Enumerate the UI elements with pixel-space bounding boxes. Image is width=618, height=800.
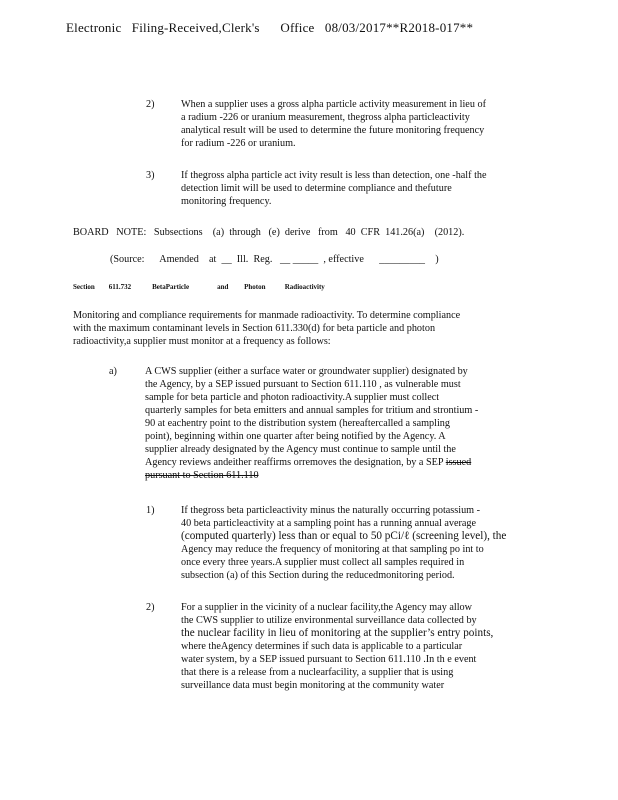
item-a-text bbox=[145, 365, 540, 482]
item-a1-number: 1) bbox=[146, 505, 155, 516]
item-2-line: When a supplier uses a gross alpha particle activity measurement in lieu of bbox=[181, 99, 486, 110]
item-a-line: the Agency, by a SEP issued pursuant to Section 611.110 , as vulnerable must bbox=[145, 379, 461, 390]
item-a-number: a) bbox=[109, 366, 117, 377]
source-note: (Source: Amended at __ Ill. Reg. __ _____ , effective _________ ) bbox=[110, 254, 439, 265]
item-3-text bbox=[181, 169, 543, 208]
item-a-line: A CWS supplier (either a surface water or groundwater supplier) designated by bbox=[145, 366, 468, 377]
item-a-line: sample for beta particle and photon radioactivity.A supplier must collect bbox=[145, 392, 440, 403]
item-a2-number: 2) bbox=[146, 602, 155, 613]
board-note: BOARD NOTE: Subsections (a) through (e) derive from 40 CFR 141.26(a) (2012). bbox=[73, 227, 465, 238]
intro-line: radioactivity,a supplier must monitor at a frequency as follows: bbox=[73, 336, 331, 347]
item-3-line: detection limit will be used to determine compliance and thefuture bbox=[181, 183, 452, 194]
intro-line: with the maximum contaminant levels in Section 611.330(d) for beta particle and photon bbox=[73, 323, 436, 334]
struck-text: pursuant to Section 611.110 bbox=[145, 470, 259, 481]
item-2-number: 2) bbox=[146, 99, 155, 110]
intro-paragraph bbox=[73, 309, 533, 348]
item-a-line-text: Agency reviews andeither reaffirms orremoves the designation, by a SEP bbox=[145, 457, 446, 468]
item-2-line: analytical result will be used to determine the future monitoring frequency bbox=[181, 125, 485, 136]
item-a2-line: the CWS supplier to utilize environmental surveillance data collected by bbox=[181, 615, 477, 626]
item-a1-text bbox=[181, 504, 543, 582]
item-a-line bbox=[145, 456, 540, 469]
item-a2-line: For a supplier in the vicinity of a nuclear facility,the Agency may allow bbox=[181, 602, 473, 613]
item-a1-line: Agency may reduce the frequency of monitoring at that sampling po int to bbox=[181, 544, 484, 555]
item-a2-text bbox=[181, 601, 543, 692]
item-a2-line: the nuclear facility in lieu of monitoring at the supplier’s entry points, bbox=[181, 627, 494, 639]
item-a2-line: that there is a release from a nuclearfacility, a supplier that is using bbox=[181, 667, 454, 678]
item-a2-line: water system, by a SEP issued pursuant to Section 611.110 .In th e event bbox=[181, 654, 477, 665]
item-a-line: point), beginning within one quarter after being notified by the Agency. A bbox=[145, 431, 446, 442]
item-a-line: quarterly samples for beta emitters and annual samples for tritium and strontium - bbox=[145, 405, 479, 416]
item-a-line: 90 at eachentry point to the distribution system (hereaftercalled a sampling bbox=[145, 418, 450, 429]
item-a1-line: 40 beta particleactivity at a sampling point has a running annual average bbox=[181, 518, 477, 529]
item-a2-line: where theAgency determines if such data is applicable to a particular bbox=[181, 641, 463, 652]
struck-text: issued bbox=[445, 457, 472, 468]
item-3-line: monitoring frequency. bbox=[181, 196, 272, 207]
item-2-line: a radium -226 or uranium measurement, thegross alpha particleactivity bbox=[181, 112, 470, 123]
item-3-number: 3) bbox=[146, 170, 155, 181]
item-a-line: supplier already designated by the Agency must continue to sample until the bbox=[145, 444, 456, 455]
section-heading: Section 611.732 BetaParticle and Photon Radioactivity bbox=[73, 283, 325, 291]
item-a1-line: once every three years.A supplier must collect all samples required in bbox=[181, 557, 465, 568]
filing-header: Electronic Filing-Received,Clerk's Office 08/03/2017**R2018-017** bbox=[66, 20, 474, 35]
item-a1-line: (computed quarterly) less than or equal to 50 pCi/ℓ (screening level), the bbox=[181, 530, 507, 542]
item-2-line: for radium -226 or uranium. bbox=[181, 138, 296, 149]
item-a1-line: subsection (a) of this Section during the reducedmonitoring period. bbox=[181, 570, 455, 581]
item-a1-line: If thegross beta particleactivity minus the naturally occurring potassium - bbox=[181, 505, 481, 516]
item-3-line: If thegross alpha particle act ivity result is less than detection, one -half the bbox=[181, 170, 487, 181]
intro-line: Monitoring and compliance requirements for manmade radioactivity. To determine compliance bbox=[73, 310, 461, 321]
item-a2-line: surveillance data must begin monitoring at the community water bbox=[181, 680, 445, 691]
item-2-text bbox=[181, 98, 543, 150]
